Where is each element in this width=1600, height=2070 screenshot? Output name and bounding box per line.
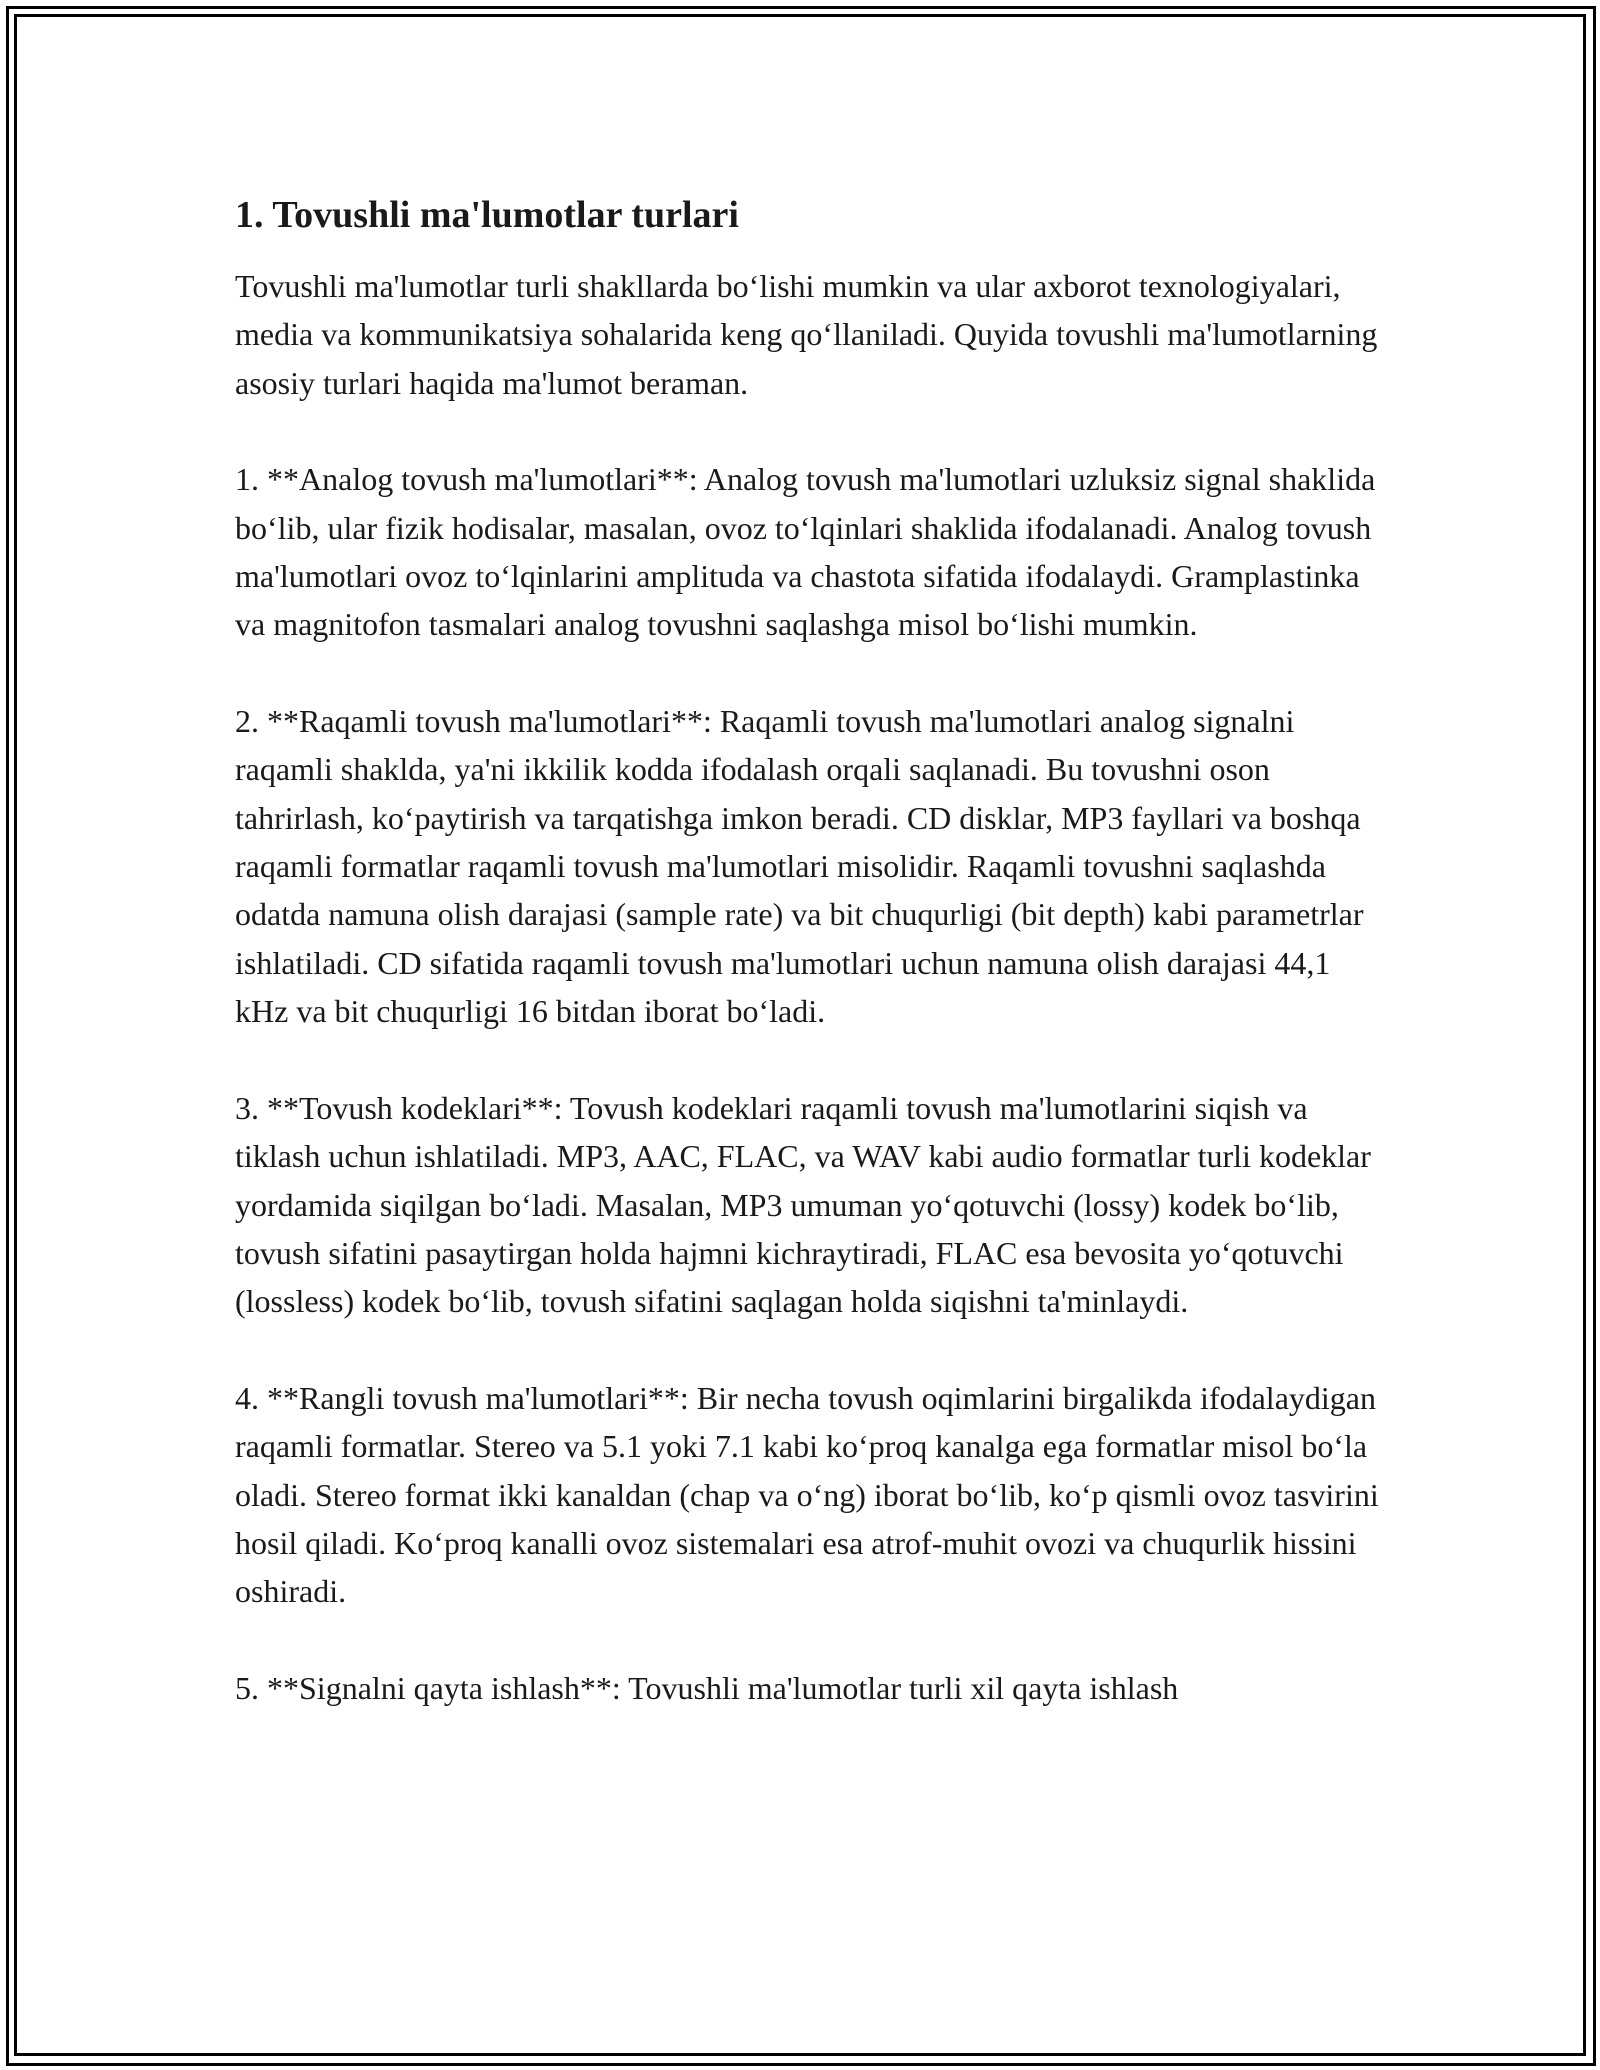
paragraph-multichannel: 4. **Rangli tovush ma'lumotlari**: Bir necha tovush oqimlarini birgalikda ifodalaydigan raqamli formatlar. Stereo va 5.1 yoki 7.1 kabi ko‘proq kanalga ega formatlar misol bo‘la oladi. Stereo format ikki kanaldan (chap va o‘ng) iborat bo‘lib, ko‘p qismli ovoz tasvirini hosil qiladi. Ko‘proq kanalli ovoz sistemalari esa atrof-muhit ovozi va chuqurlik hissini oshiradi.: [235, 1379, 1379, 1610]
paragraph-signal-processing: 5. **Signalni qayta ishlash**: Tovushli ma'lumotlar turli xil qayta ishlash: [235, 1669, 1179, 1706]
paragraph-intro: Tovushli ma'lumotlar turli shakllarda bo‘lishi mumkin va ular axborot texnologiyalari, media va kommunikatsiya sohalarida keng qo‘llaniladi. Quyida tovushli ma'lumotlarning asosiy turlari haqida ma'lumot beraman.: [235, 268, 1378, 401]
paragraph-codecs: 3. **Tovush kodeklari**: Tovush kodeklari raqamli tovush ma'lumotlarini siqish va tiklash uchun ishlatiladi. MP3, AAC, FLAC, va WAV kabi audio formatlar turli kodeklar yordamida siqilgan bo‘ladi. Masalan, MP3 umuman yo‘qotuvchi (lossy) kodek bo‘lib, tovush sifatini pasaytirgan holda hajmni kichraytiradi, FLAC esa bevosita yo‘qotuvchi (lossless) kodek bo‘lib, tovush sifatini saqlagan holda siqishni ta'minlaydi.: [235, 1089, 1371, 1320]
paragraph-digital: 2. **Raqamli tovush ma'lumotlari**: Raqamli tovush ma'lumotlari analog signalni raqamli shaklda, ya'ni ikkilik kodda ifodalash orqali saqlanadi. Bu tovushni oson tahrirlash, ko‘paytirish va tarqatishga imkon beradi. CD disklar, MP3 fayllari va boshqa raqamli formatlar raqamli tovush ma'lumotlari misolidir. Raqamli tovushni saqlashda odatda namuna olish darajasi (sample rate) va bit chuqurligi (bit depth) kabi parametrlar ishlatiladi. CD sifatida raqamli tovush ma'lumotlari uchun namuna olish darajasi 44,1 kHz va bit chuqurligi 16 bitdan iborat bo‘ladi.: [235, 702, 1364, 1030]
paragraph-analog: 1. **Analog tovush ma'lumotlari**: Analog tovush ma'lumotlari uzluksiz signal shaklida bo‘lib, ular fizik hodisalar, masalan, ovoz to‘lqinlari shaklida ifodalanadi. Analog tovush ma'lumotlari ovoz to‘lqinlarini amplituda va chastota sifatida ifodalaydi. Gramplastinka va magnitofon tasmalari analog tovushni saqlashga misol bo‘lishi mumkin.: [235, 461, 1376, 643]
document-title: 1. Tovushli ma'lumotlar turlari: [235, 194, 739, 236]
document-body: [235, 190, 1385, 1760]
